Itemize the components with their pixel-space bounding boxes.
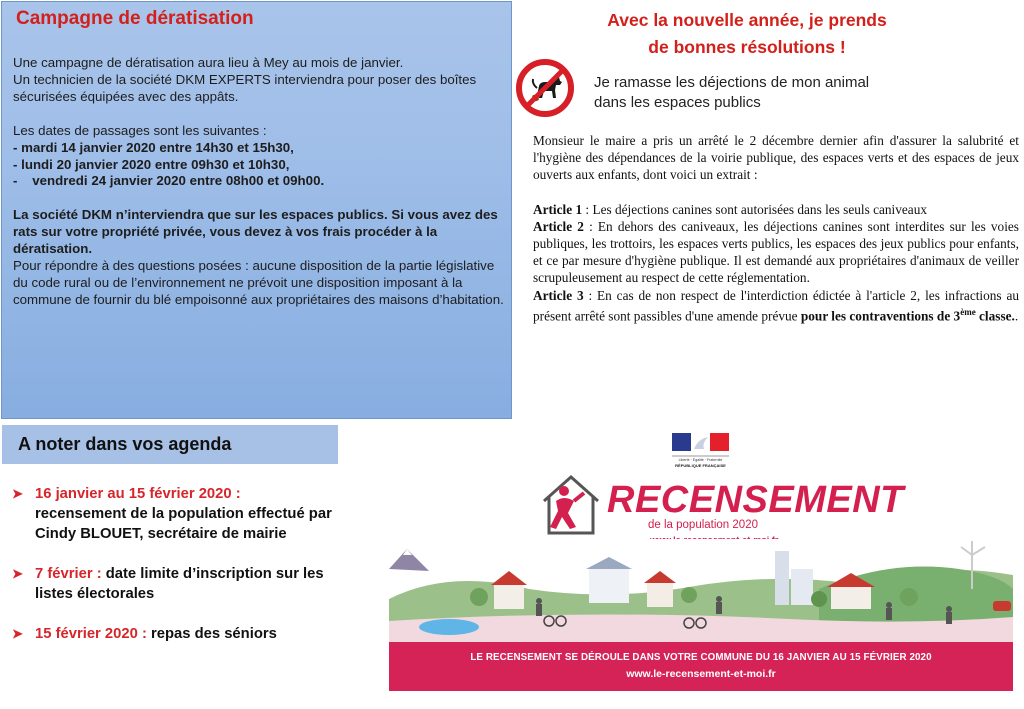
recensement-banner-url[interactable]: www.le-recensement-et-moi.fr bbox=[626, 668, 776, 680]
article-2-label: Article 2 bbox=[533, 218, 584, 234]
resolutions-title-line2: de bonnes résolutions ! bbox=[648, 37, 846, 57]
article-2 bbox=[533, 218, 1019, 287]
article-1-text: : Les déjections canines sont autorisées dans les seuls caniveaux bbox=[582, 201, 927, 217]
agenda-date: 15 février 2020 : bbox=[35, 626, 147, 642]
deratisation-date-3: - vendredi 24 janvier 2020 entre 08h00 et 09h00. bbox=[13, 173, 325, 189]
article-3-label: Article 3 bbox=[533, 287, 584, 303]
agenda-title: A noter dans vos agenda bbox=[18, 434, 232, 454]
deratisation-title: Campagne de dératisation bbox=[16, 8, 254, 29]
article-1-label: Article 1 bbox=[533, 201, 583, 217]
dog-caption-line2: dans les espaces publics bbox=[594, 94, 761, 111]
article-3-tail: . bbox=[1014, 308, 1019, 324]
agenda-date: 16 janvier au 15 février 2020 : bbox=[35, 486, 241, 502]
agenda-list bbox=[12, 484, 342, 664]
article-3-end: classe. bbox=[975, 308, 1015, 324]
republique-devise: Liberté · Égalité · Fraternité bbox=[678, 458, 723, 462]
arrow-bullet-icon: ➤ bbox=[12, 566, 23, 581]
dog-caption bbox=[594, 73, 869, 113]
village-illustration bbox=[389, 539, 1013, 643]
marianne-logo bbox=[664, 429, 737, 472]
deratisation-dates-intro: Les dates de passages sont les suivantes : bbox=[13, 122, 267, 138]
article-3-text: : En cas de non respect de l'interdiction édictée à l'article 2, les infractions au présent arrêté sont passibles d'une amende prévue bbox=[533, 287, 1019, 324]
agenda-desc: repas des séniors bbox=[146, 626, 277, 642]
deratisation-intro-1: Une campagne de dératisation aura lieu à Mey au mois de janvier. bbox=[13, 55, 404, 70]
agenda-date: 7 février : bbox=[35, 566, 102, 582]
recensement-banner bbox=[389, 642, 1013, 691]
arrow-bullet-icon: ➤ bbox=[12, 486, 23, 501]
agenda-item-inscription bbox=[12, 564, 342, 604]
arrow-bullet-icon: ➤ bbox=[12, 626, 23, 641]
recensement-house-logo bbox=[540, 471, 602, 537]
deratisation-answer: Pour répondre à des questions posées : aucune disposition de la partie législative du code rural ou de l’environnement ne prévoit une disposition imposant à la commune de fournir du blé empoisonné aux propriétaires des maisons d’habitation. bbox=[13, 258, 504, 307]
deratisation-date-1: - mardi 14 janvier 2020 entre 14h30 et 15h30, bbox=[13, 139, 294, 155]
deratisation-body bbox=[13, 55, 505, 309]
resolutions-title bbox=[548, 7, 946, 61]
deratisation-box bbox=[1, 1, 512, 419]
agenda-desc: date limite d’inscription sur les listes électorales bbox=[35, 566, 324, 602]
agenda-item-repas bbox=[12, 624, 342, 644]
recensement-wordmark: RECENSEMENT bbox=[607, 479, 904, 521]
arrete-intro: Monsieur le maire a pris un arrêté le 2 décembre dernier afin d'assurer la salubrité et l'hygiène des dépendances de la voirie publique, des espaces verts et des espaces de jeux ouverts aux enfants, dont voici un extrait : bbox=[533, 133, 1019, 183]
article-2-text: : En dehors des caniveaux, les déjections canines sont interdites sur les voies publiques, les trottoirs, les espaces verts publics, les espaces des jeux publics pour enfants, et ce par mesure d'hygiène publique. Il est demandé aux propriétaires d'animaux de veiller scrupuleusement au respect de cette réglementation. bbox=[533, 218, 1019, 286]
arrete-text bbox=[533, 132, 1019, 324]
article-3 bbox=[533, 287, 1019, 325]
article-3-sup: ème bbox=[960, 306, 976, 317]
resolutions-title-line1: Avec la nouvelle année, je prends bbox=[607, 10, 887, 30]
agenda-item-recensement bbox=[12, 484, 342, 544]
agenda-header bbox=[2, 425, 338, 464]
no-dog-fouling-icon bbox=[515, 58, 575, 118]
deratisation-intro-2: Un technicien de la société DKM EXPERTS interviendra pour poser des boîtes sécurisées équipées avec des appâts. bbox=[13, 71, 477, 104]
dog-caption-line1: Je ramasse les déjections de mon animal bbox=[594, 74, 870, 91]
article-3-bold: pour les contraventions de 3 bbox=[800, 308, 961, 324]
republique-francaise: RÉPUBLIQUE FRANÇAISE bbox=[675, 463, 726, 468]
article-1 bbox=[533, 201, 1019, 218]
recensement-banner-text: LE RECENSEMENT SE DÉROULE DANS VOTRE COMMUNE DU 16 JANVIER AU 15 FÉVRIER 2020 bbox=[470, 652, 932, 663]
deratisation-date-2: - lundi 20 janvier 2020 entre 09h30 et 10h30, bbox=[13, 156, 290, 172]
agenda-desc: recensement de la population effectué par Cindy BLOUET, secrétaire de mairie bbox=[35, 506, 332, 542]
recensement-subtitle: de la population 2020 bbox=[648, 519, 758, 531]
deratisation-warning: La société DKM n’interviendra que sur les espaces publics. Si vous avez des rats sur votre propriété privée, vous devez à vos frais procéder à la dératisation. bbox=[13, 207, 498, 257]
